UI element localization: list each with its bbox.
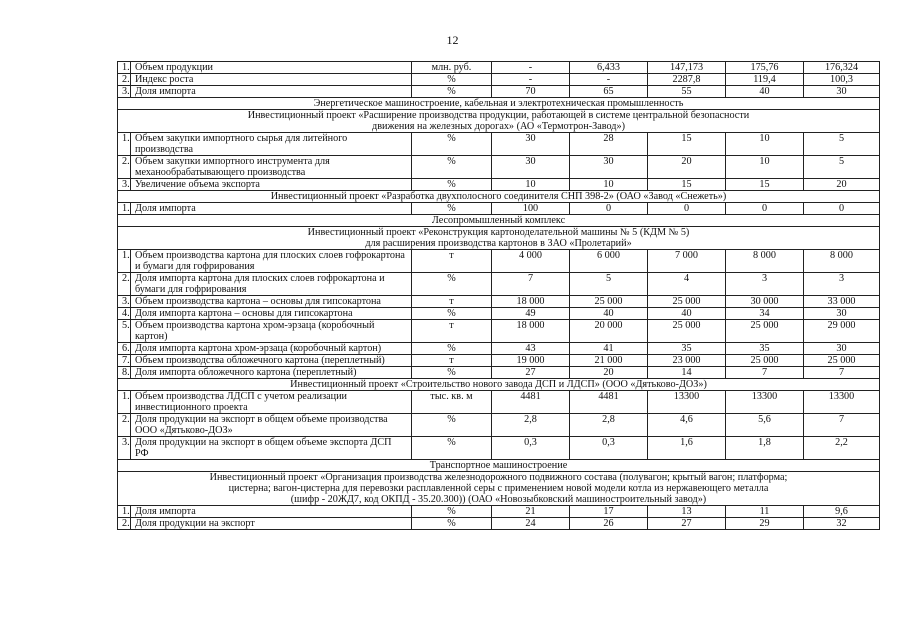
value-cell: 24 — [492, 518, 570, 530]
value-cell: 40 — [648, 308, 726, 320]
value-cell: 7 — [804, 367, 880, 379]
value-cell: 0,3 — [570, 437, 648, 460]
section-header-line: (шифр - 20ЖД7, код ОКПД - 35.20.300)) (ОАО «Новозыбковский машиностроительный завод») — [290, 494, 707, 505]
value-cell: 1,6 — [648, 437, 726, 460]
unit-cell: % — [412, 86, 492, 98]
value-cell: 9,6 — [804, 506, 880, 518]
value-cell: 14 — [648, 367, 726, 379]
unit-cell: % — [412, 518, 492, 530]
unit-cell: т — [412, 250, 492, 273]
value-cell: 25 000 — [726, 320, 804, 343]
row-number: 2. — [118, 414, 131, 437]
table-row — [118, 86, 880, 98]
section-header-line: Лесопромышленный комплекс — [431, 215, 566, 226]
table-row — [118, 320, 880, 343]
value-cell: 30 — [492, 133, 570, 156]
row-number: 1. — [118, 62, 131, 74]
section-header — [118, 227, 880, 250]
table-row — [118, 518, 880, 530]
indicator-name: Объем производства картона хром-эрзаца (коробочный картон) — [131, 320, 412, 343]
value-cell: 34 — [726, 308, 804, 320]
table-row — [118, 506, 880, 518]
value-cell: 4 000 — [492, 250, 570, 273]
row-number: 3. — [118, 86, 131, 98]
row-number: 3. — [118, 296, 131, 308]
row-number: 2. — [118, 273, 131, 296]
indicator-name: Увеличение объема экспорта — [131, 179, 412, 191]
value-cell: 20 — [570, 367, 648, 379]
row-number: 3. — [118, 179, 131, 191]
row-number: 2. — [118, 518, 131, 530]
section-header-line: движения на железных дорогах» (АО «Термотрон-Завод») — [372, 121, 625, 132]
value-cell: 23 000 — [648, 355, 726, 367]
value-cell: 119,4 — [726, 74, 804, 86]
value-cell: 0 — [648, 203, 726, 215]
indicator-name: Индекс роста — [131, 74, 412, 86]
indicator-name: Объем закупки импортного инструмента для механообрабатывающего производства — [131, 156, 412, 179]
value-cell: 25 000 — [726, 355, 804, 367]
value-cell: 7 — [726, 367, 804, 379]
row-number: 2. — [118, 74, 131, 86]
value-cell: 17 — [570, 506, 648, 518]
value-cell: 6 000 — [570, 250, 648, 273]
unit-cell: % — [412, 343, 492, 355]
indicator-name: Объем производства картона для плоских слоев гофрокартона и бумаги для гофрирования — [131, 250, 412, 273]
value-cell: 30 — [804, 308, 880, 320]
indicator-name: Доля импорта картона – основы для гипсокартона — [131, 308, 412, 320]
value-cell: 8 000 — [726, 250, 804, 273]
value-cell: 28 — [570, 133, 648, 156]
value-cell: 65 — [570, 86, 648, 98]
value-cell: 100,3 — [804, 74, 880, 86]
value-cell: 2,8 — [492, 414, 570, 437]
value-cell: 13300 — [726, 391, 804, 414]
value-cell: 30 000 — [726, 296, 804, 308]
section-header-line: Инвестиционный проект «Реконструкция картоноделательной машины № 5 (КДМ № 5) — [307, 227, 690, 238]
value-cell: 13 — [648, 506, 726, 518]
section-header-line: Инвестиционный проект «Расширение производства продукции, работающей в системе центральной безопасности — [247, 110, 750, 121]
value-cell: 2,2 — [804, 437, 880, 460]
value-cell: 18 000 — [492, 320, 570, 343]
row-number: 2. — [118, 156, 131, 179]
section-header-row — [118, 379, 880, 391]
value-cell: 100 — [492, 203, 570, 215]
value-cell: 43 — [492, 343, 570, 355]
value-cell: 26 — [570, 518, 648, 530]
table-row — [118, 74, 880, 86]
indicator-name: Объем производства обложечного картона (переплетный) — [131, 355, 412, 367]
section-header-row — [118, 215, 880, 227]
value-cell: 5 — [804, 133, 880, 156]
value-cell: 10 — [492, 179, 570, 191]
table-row — [118, 343, 880, 355]
table-row — [118, 367, 880, 379]
indicator-name: Доля продукции на экспорт в общем объеме производства ООО «Дятьково-ДОЗ» — [131, 414, 412, 437]
row-number: 1. — [118, 203, 131, 215]
indicator-name: Доля импорта — [131, 506, 412, 518]
unit-cell: т — [412, 320, 492, 343]
unit-cell: тыс. кв. м — [412, 391, 492, 414]
value-cell: 4 — [648, 273, 726, 296]
value-cell: 6,433 — [570, 62, 648, 74]
section-header-row — [118, 460, 880, 472]
value-cell: 1,8 — [726, 437, 804, 460]
table-row — [118, 62, 880, 74]
unit-cell: млн. руб. — [412, 62, 492, 74]
section-header-row — [118, 98, 880, 110]
section-header — [118, 379, 880, 391]
indicator-name: Объем производства картона – основы для гипсокартона — [131, 296, 412, 308]
row-number: 7. — [118, 355, 131, 367]
section-header — [118, 215, 880, 227]
table-row — [118, 250, 880, 273]
value-cell: 13300 — [804, 391, 880, 414]
indicator-name: Доля продукции на экспорт в общем объеме экспорта ДСП РФ — [131, 437, 412, 460]
value-cell: 4,6 — [648, 414, 726, 437]
value-cell: 32 — [804, 518, 880, 530]
indicator-name: Доля продукции на экспорт — [131, 518, 412, 530]
value-cell: 20 — [804, 179, 880, 191]
value-cell: 21 000 — [570, 355, 648, 367]
value-cell: 4481 — [570, 391, 648, 414]
value-cell: 10 — [726, 133, 804, 156]
value-cell: 25 000 — [804, 355, 880, 367]
section-header — [118, 460, 880, 472]
unit-cell: % — [412, 179, 492, 191]
row-number: 1. — [118, 250, 131, 273]
value-cell: 15 — [648, 179, 726, 191]
table-row — [118, 355, 880, 367]
value-cell: 2,8 — [570, 414, 648, 437]
unit-cell: % — [412, 414, 492, 437]
table-row — [118, 273, 880, 296]
value-cell: 30 — [804, 343, 880, 355]
value-cell: 19 000 — [492, 355, 570, 367]
value-cell: 30 — [570, 156, 648, 179]
value-cell: 55 — [648, 86, 726, 98]
value-cell: 35 — [726, 343, 804, 355]
table-row — [118, 391, 880, 414]
value-cell: 10 — [570, 179, 648, 191]
value-cell: 35 — [648, 343, 726, 355]
section-header-line: Инвестиционный проект «Организация производства железнодорожного подвижного состава (полувагон; крытый вагон; платформа; — [209, 472, 788, 483]
value-cell: 40 — [570, 308, 648, 320]
unit-cell: % — [412, 367, 492, 379]
value-cell: 30 — [804, 86, 880, 98]
value-cell: 7 — [492, 273, 570, 296]
value-cell: 0 — [726, 203, 804, 215]
unit-cell: % — [412, 133, 492, 156]
value-cell: 5 — [570, 273, 648, 296]
value-cell: - — [570, 74, 648, 86]
value-cell: 40 — [726, 86, 804, 98]
row-number: 6. — [118, 343, 131, 355]
value-cell: 15 — [648, 133, 726, 156]
value-cell: 4481 — [492, 391, 570, 414]
indicator-name: Доля импорта картона хром-эрзаца (коробочный картон) — [131, 343, 412, 355]
unit-cell: % — [412, 156, 492, 179]
value-cell: 3 — [804, 273, 880, 296]
indicator-name: Доля импорта — [131, 86, 412, 98]
value-cell: 25 000 — [570, 296, 648, 308]
table-row — [118, 437, 880, 460]
indicators-table — [117, 61, 880, 530]
value-cell: 5,6 — [726, 414, 804, 437]
section-header-line: Инвестиционный проект «Разработка двухполосного соединителя СНП 398-2» (ОАО «Завод «Снежеть») — [270, 191, 727, 202]
row-number: 4. — [118, 308, 131, 320]
value-cell: 21 — [492, 506, 570, 518]
value-cell: 10 — [726, 156, 804, 179]
value-cell: 29 — [726, 518, 804, 530]
section-header — [118, 110, 880, 133]
value-cell: 5 — [804, 156, 880, 179]
table-row — [118, 414, 880, 437]
table-row — [118, 133, 880, 156]
unit-cell: % — [412, 506, 492, 518]
section-header-row — [118, 191, 880, 203]
section-header — [118, 191, 880, 203]
value-cell: 0 — [570, 203, 648, 215]
row-number: 1. — [118, 133, 131, 156]
indicator-name: Объем производства ЛДСП с учетом реализации инвестиционного проекта — [131, 391, 412, 414]
row-number: 8. — [118, 367, 131, 379]
value-cell: 13300 — [648, 391, 726, 414]
row-number: 5. — [118, 320, 131, 343]
section-header-line: Энергетическое машиностроение, кабельная и электротехническая промышленность — [313, 98, 684, 109]
value-cell: - — [492, 62, 570, 74]
section-header-line: Инвестиционный проект «Строительство нового завода ДСП и ЛДСП» (ООО «Дятьково-ДОЗ») — [290, 379, 707, 390]
value-cell: 7 — [804, 414, 880, 437]
section-header-line: для расширения производства картонов в ЗАО «Пролетарий» — [365, 238, 632, 249]
value-cell: 41 — [570, 343, 648, 355]
indicator-name: Объем продукции — [131, 62, 412, 74]
section-header — [118, 98, 880, 110]
table-row — [118, 308, 880, 320]
value-cell: 11 — [726, 506, 804, 518]
table-row — [118, 203, 880, 215]
value-cell: 27 — [492, 367, 570, 379]
value-cell: 2287,8 — [648, 74, 726, 86]
unit-cell: % — [412, 203, 492, 215]
table-row — [118, 179, 880, 191]
value-cell: 3 — [726, 273, 804, 296]
value-cell: 29 000 — [804, 320, 880, 343]
value-cell: 20 000 — [570, 320, 648, 343]
value-cell: 0,3 — [492, 437, 570, 460]
section-header-row — [118, 110, 880, 133]
section-header — [118, 472, 880, 506]
section-header-row — [118, 227, 880, 250]
section-header-row — [118, 472, 880, 506]
value-cell: 25 000 — [648, 320, 726, 343]
value-cell: - — [492, 74, 570, 86]
table-body — [118, 62, 880, 530]
value-cell: 70 — [492, 86, 570, 98]
table-row — [118, 296, 880, 308]
table-row — [118, 156, 880, 179]
value-cell: 18 000 — [492, 296, 570, 308]
value-cell: 25 000 — [648, 296, 726, 308]
value-cell: 30 — [492, 156, 570, 179]
unit-cell: т — [412, 296, 492, 308]
value-cell: 175,76 — [726, 62, 804, 74]
row-number: 3. — [118, 437, 131, 460]
value-cell: 15 — [726, 179, 804, 191]
value-cell: 0 — [804, 203, 880, 215]
value-cell: 176,324 — [804, 62, 880, 74]
value-cell: 20 — [648, 156, 726, 179]
value-cell: 7 000 — [648, 250, 726, 273]
value-cell: 27 — [648, 518, 726, 530]
unit-cell: % — [412, 273, 492, 296]
row-number: 1. — [118, 506, 131, 518]
value-cell: 33 000 — [804, 296, 880, 308]
unit-cell: % — [412, 437, 492, 460]
section-header-line: цистерна; вагон-цистерна для перевозки расплавленной серы с применением новой модели котла из нержавеющего металла — [228, 483, 769, 494]
indicator-name: Доля импорта картона для плоских слоев гофрокартона и бумаги для гофрирования — [131, 273, 412, 296]
section-header-line: Транспортное машиностроение — [429, 460, 568, 471]
unit-cell: т — [412, 355, 492, 367]
unit-cell: % — [412, 74, 492, 86]
value-cell: 8 000 — [804, 250, 880, 273]
page-number: 12 — [446, 33, 459, 47]
indicator-name: Доля импорта обложечного картона (переплетный) — [131, 367, 412, 379]
value-cell: 147,173 — [648, 62, 726, 74]
indicator-name: Доля импорта — [131, 203, 412, 215]
unit-cell: % — [412, 308, 492, 320]
value-cell: 49 — [492, 308, 570, 320]
indicator-name: Объем закупки импортного сырья для литейного производства — [131, 133, 412, 156]
row-number: 1. — [118, 391, 131, 414]
